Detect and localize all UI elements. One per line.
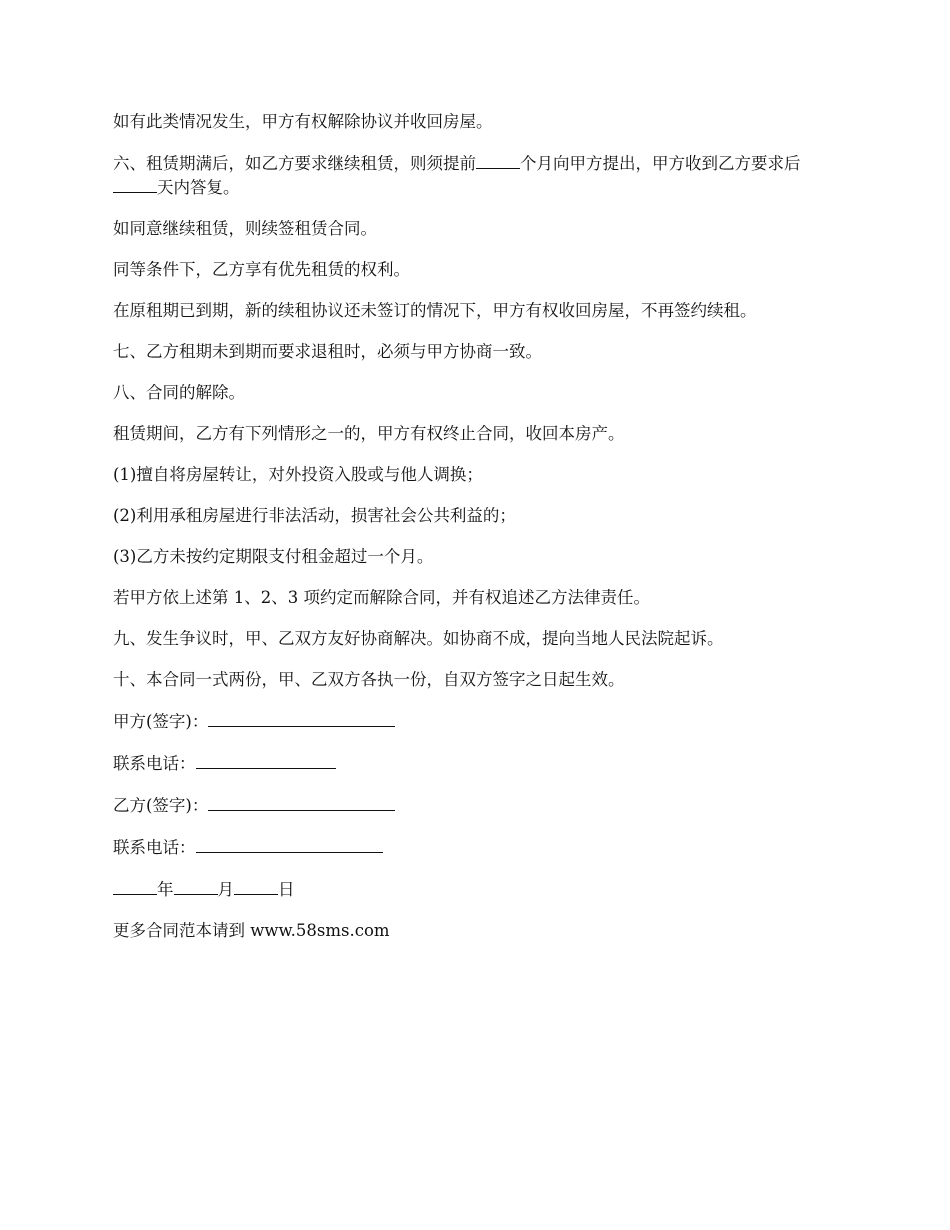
paragraph: 九、发生争议时，甲、乙双方友好协商解决。如协商不成，提向当地人民法院起诉。: [113, 629, 724, 648]
list-item: (1)擅自将房屋转让，对外投资入股或与他人调换；: [113, 465, 483, 484]
day-blank[interactable]: [234, 877, 278, 895]
section-heading: 八、合同的解除。: [113, 383, 245, 402]
party-a-label: 甲方(签字)：: [113, 712, 209, 731]
party-a-phone-line[interactable]: [196, 751, 336, 769]
month-blank[interactable]: [174, 877, 218, 895]
party-b-phone-label: 联系电话：: [113, 838, 196, 857]
party-b-label: 乙方(签字)：: [113, 796, 209, 815]
paragraph: 在原租期已到期，新的续租协议还未签订的情况下，甲方有权收回房屋，不再签约续租。: [113, 301, 757, 320]
paragraph: 十、本合同一式两份，甲、乙双方各执一份，自双方签字之日起生效。: [113, 670, 625, 689]
renewal-text-3: 天内答复。: [157, 178, 240, 197]
year-blank[interactable]: [113, 877, 157, 895]
renewal-clause: [113, 151, 838, 199]
month-label: 月: [217, 880, 234, 899]
paragraph: 如同意继续租赁，则续签租赁合同。: [113, 219, 377, 238]
party-a-signature-line[interactable]: [208, 709, 395, 727]
list-item: (2)利用承租房屋进行非法活动，损害社会公共利益的；: [113, 506, 516, 525]
party-b-signature: [113, 793, 838, 817]
party-b-phone-line[interactable]: [196, 835, 383, 853]
party-a-phone-label: 联系电话：: [113, 754, 196, 773]
party-a-phone: [113, 751, 838, 775]
day-label: 日: [278, 880, 295, 899]
signing-date: [113, 877, 838, 901]
paragraph: 租赁期间，乙方有下列情形之一的，甲方有权终止合同，收回本房产。: [113, 424, 625, 443]
paragraph: 如有此类情况发生，甲方有权解除协议并收回房屋。: [113, 112, 493, 131]
party-b-phone: [113, 835, 838, 859]
paragraph: 同等条件下，乙方享有优先租赁的权利。: [113, 260, 410, 279]
renewal-text-2: 个月向甲方提出，甲方收到乙方要求后: [520, 154, 801, 173]
paragraph: 若甲方依上述第 1、2、3 项约定而解除合同，并有权追述乙方法律责任。: [113, 588, 650, 607]
footer-note: 更多合同范本请到 www.58sms.com: [113, 921, 390, 940]
year-label: 年: [157, 880, 174, 899]
list-item: (3)乙方未按约定期限支付租金超过一个月。: [113, 547, 434, 566]
party-b-signature-line[interactable]: [208, 793, 395, 811]
paragraph: 七、乙方租期未到期而要求退租时，必须与甲方协商一致。: [113, 342, 542, 361]
renewal-text-1: 六、租赁期满后，如乙方要求继续租赁，则须提前: [113, 154, 476, 173]
months-blank[interactable]: [476, 151, 520, 169]
days-blank[interactable]: [113, 175, 157, 193]
party-a-signature: [113, 709, 838, 733]
contract-body: [113, 110, 838, 960]
